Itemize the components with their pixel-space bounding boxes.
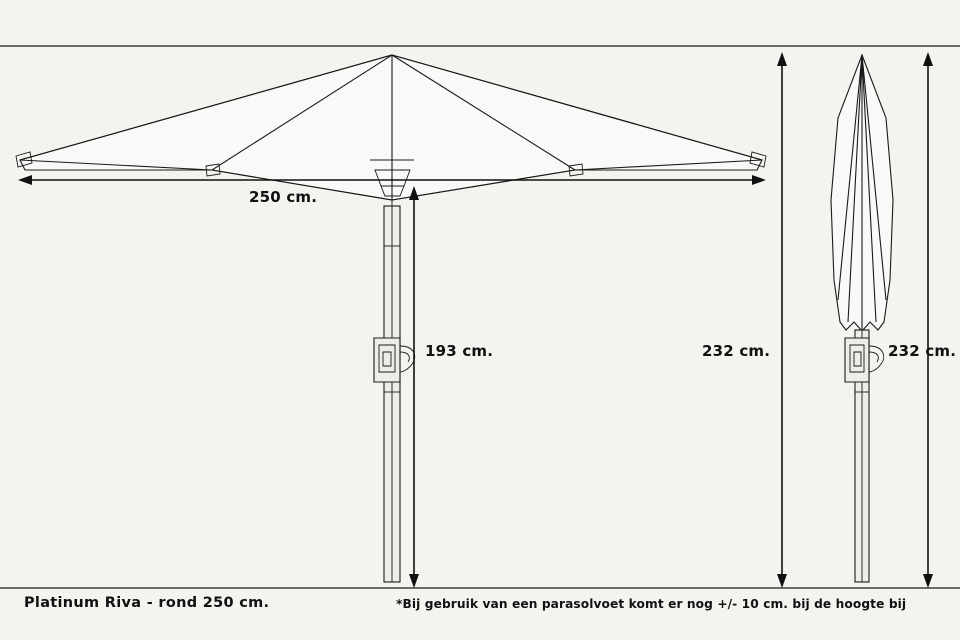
parasol-open-view (16, 55, 766, 582)
dimension-label-open-total: 232 cm. (702, 342, 771, 360)
footnote-text: *Bij gebruik van een parasolvoet komt er nog +/- 10 cm. bij de hoogte bij (396, 597, 907, 611)
dimension-line-closed-total (923, 52, 933, 588)
dimension-line-open-total (777, 52, 787, 588)
crank-handle-closed (845, 338, 884, 382)
dimension-line-clearance (409, 186, 419, 588)
product-title: Platinum Riva - rond 250 cm. (24, 595, 270, 611)
dimension-label-closed-total: 232 cm. (888, 342, 957, 360)
crank-handle-open (374, 338, 415, 382)
parasol-closed-view (831, 55, 893, 582)
canopy-outline (20, 55, 762, 200)
dimension-label-clearance: 193 cm. (425, 342, 494, 360)
dimension-label-width: 250 cm. (249, 188, 318, 206)
